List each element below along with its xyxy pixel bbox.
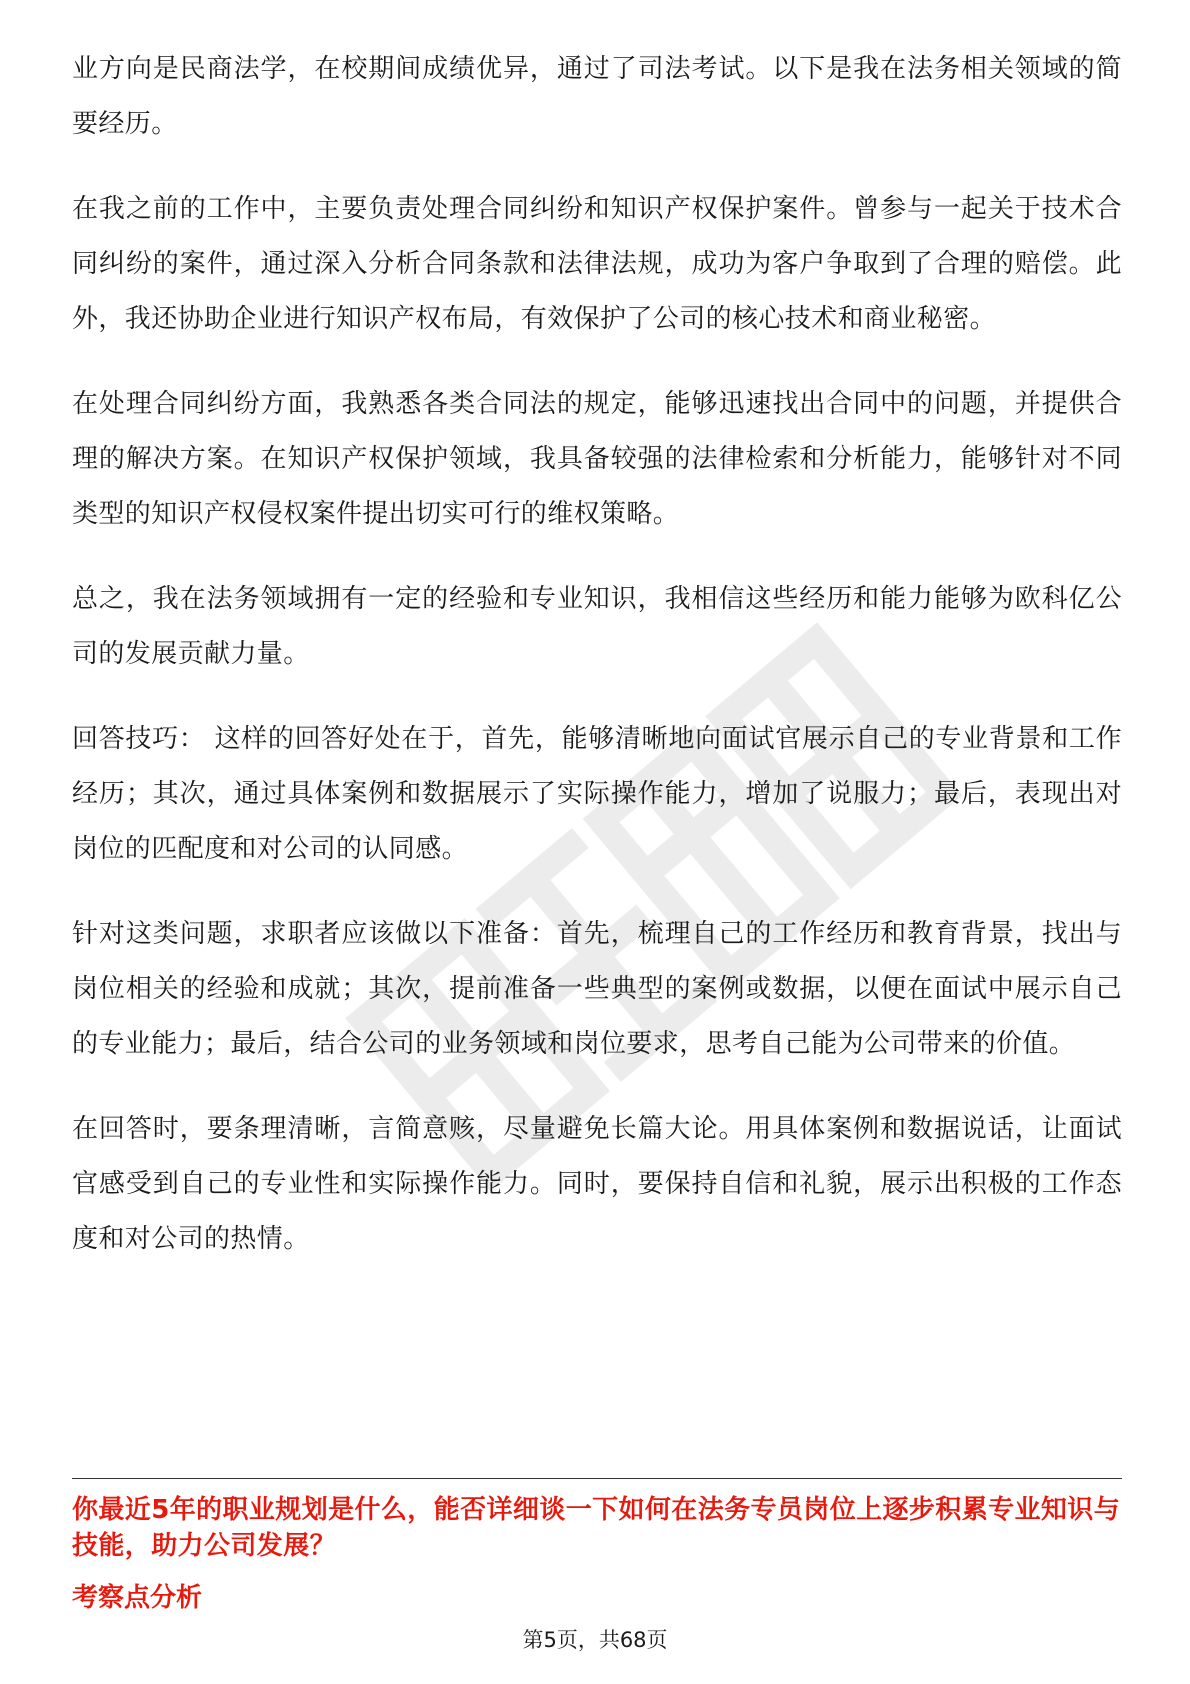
preparation-paragraph: 针对这类问题，求职者应该做以下准备：首先，梳理自己的工作经历和教育背景，找出与岗位相关的经验和成就；其次，提前准备一些典型的案例或数据，以便在面试中展示自己的专业能力；最后，结合公司的业务领域和岗位要求，思考自己能为公司带来的价值。 [72,919,1122,1059]
paragraph-1: 业方向是民商法学，在校期间成绩优异，通过了司法考试。以下是我在法务相关领域的简要经历。 [72,54,1122,139]
paragraph-2: 在我之前的工作中，主要负责处理合同纠纷和知识产权保护案件。曾参与一起关于技术合同纠纷的案件，通过深入分析合同条款和法律法规，成功为客户争取到了合理的赔偿。此外，我还协助企业进行知识产权布局，有效保护了公司的核心技术和商业秘密。 [72,194,1122,334]
body-text [72,42,1122,1297]
answering-advice-paragraph: 在回答时，要条理清晰，言简意赅，尽量避免长篇大论。用具体案例和数据说话，让面试官感受到自己的专业性和实际操作能力。同时，要保持自信和礼貌，展示出积极的工作态度和对公司的热情。 [72,1114,1122,1254]
interview-question: 你最近5年的职业规划是什么，能否详细谈一下如何在法务专员岗位上逐步积累专业知识与技能，助力公司发展？ [72,1495,1121,1561]
paragraph-3: 在处理合同纠纷方面，我熟悉各类合同法的规定，能够迅速找出合同中的问题，并提供合理的解决方案。在知识产权保护领域，我具备较强的法律检索和分析能力，能够针对不同类型的知识产权侵权案件提出切实可行的维权策略。 [72,389,1122,529]
section-divider [72,1478,1122,1479]
page-number: 第5页，共68页 [522,1628,668,1652]
answer-tips-paragraph: 回答技巧： 这样的回答好处在于，首先，能够清晰地向面试官展示自己的专业背景和工作经历；其次，通过具体案例和数据展示了实际操作能力，增加了说服力；最后，表现出对岗位的匹配度和对公司的认同感。 [72,724,1122,864]
paragraph-4: 总之，我在法务领域拥有一定的经验和专业知识，我相信这些经历和能力能够为欧科亿公司的发展贡献力量。 [72,584,1122,669]
section-title: 考察点分析 [72,1583,203,1613]
